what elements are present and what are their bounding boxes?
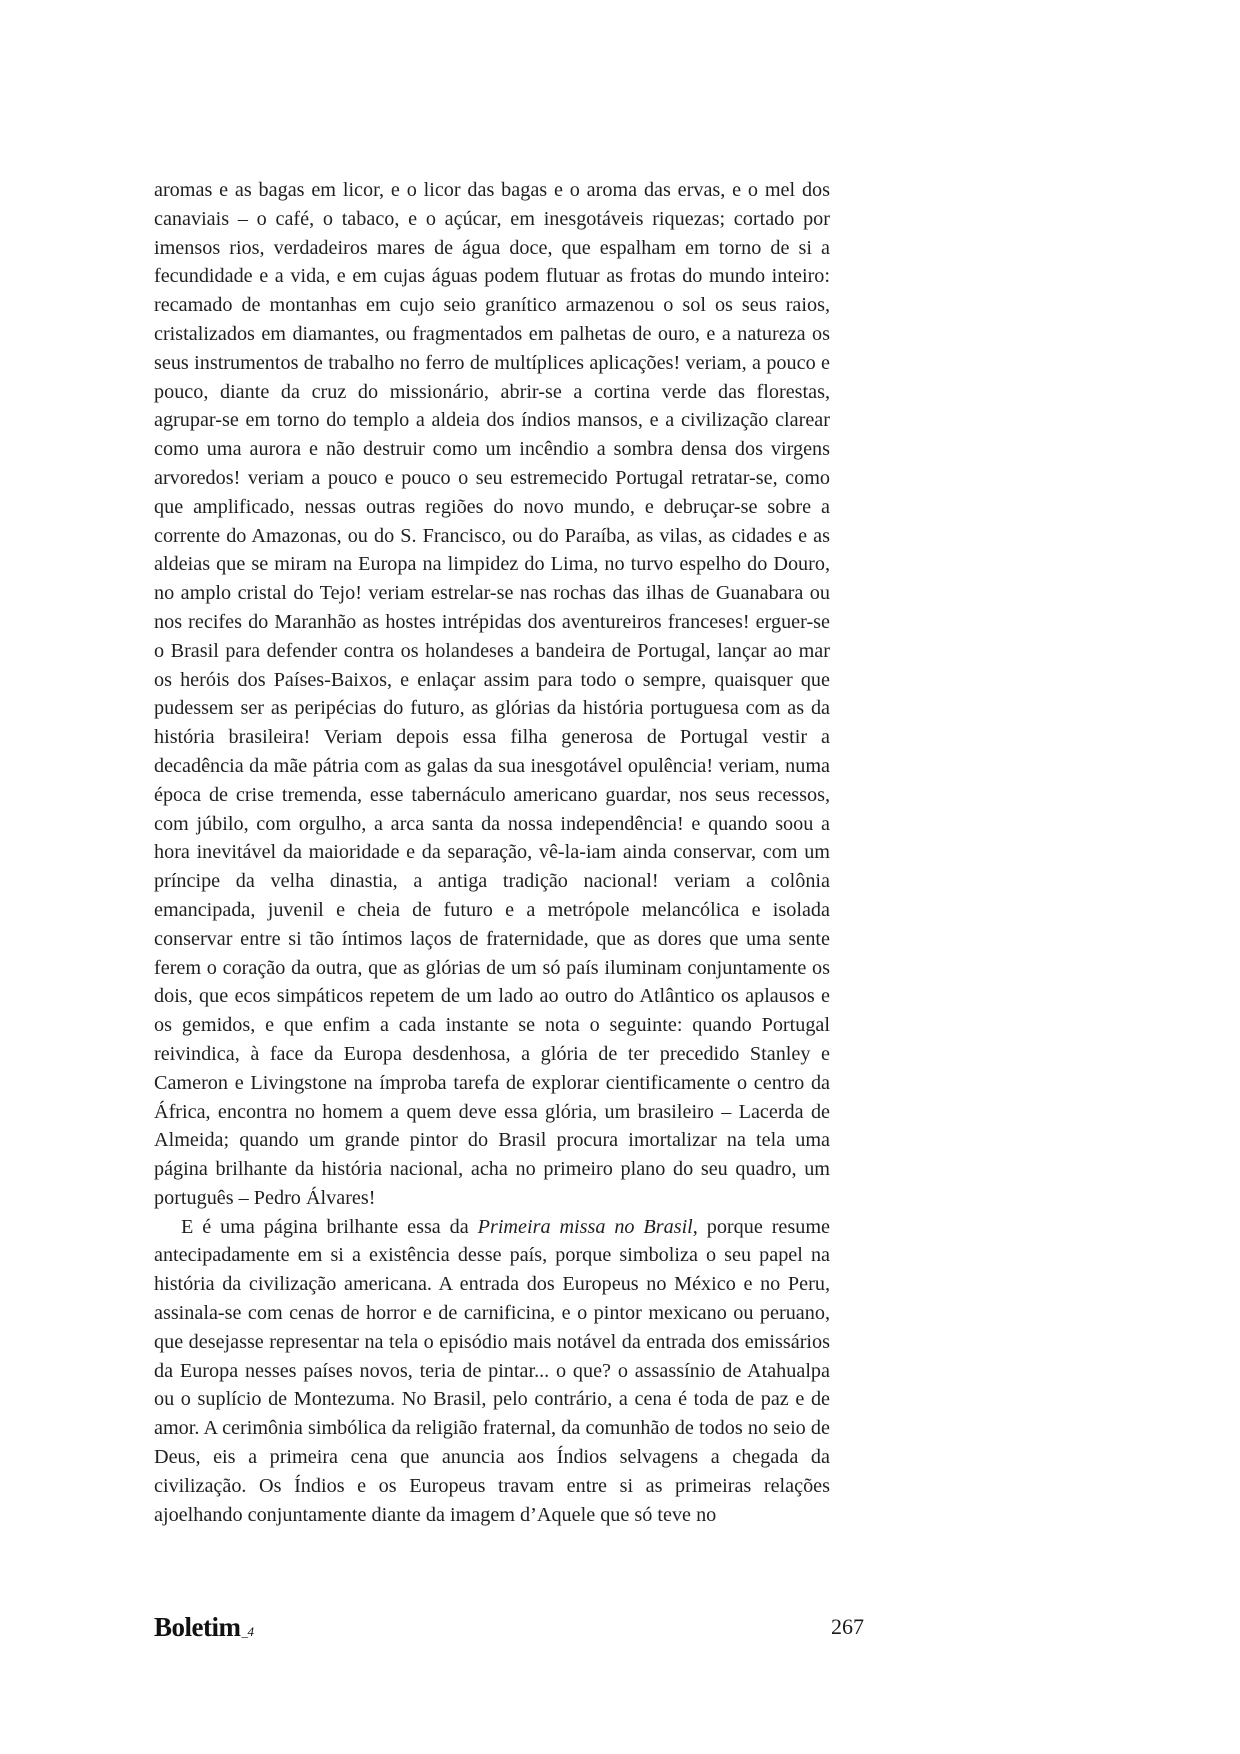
logo-text: Boletim bbox=[154, 1612, 241, 1642]
page-number: 267 bbox=[831, 1614, 864, 1639]
logo-issue-number: _4 bbox=[241, 1624, 254, 1639]
body-paragraph bbox=[154, 1213, 830, 1530]
journal-logo bbox=[154, 1611, 253, 1648]
artwork-title: Primeira missa no Brasil bbox=[477, 1215, 693, 1238]
main-text bbox=[154, 176, 830, 1529]
page-footer bbox=[154, 1611, 864, 1651]
paragraph-text: , porque resume antecipadamente em si a existência desse país, porque simboliza o seu papel na história da civilização americana. A entrada dos Europeus no México e no Peru, assinala-se com cenas de horror e de carnificina, e o pintor mexicano ou peruano, que desejasse representar na tela o episódio mais notável da entrada dos emissários da Europa nesses países novos, teria de pintar... o que? o assassínio de Atahualpa ou o suplício de Montezuma. No Brasil, pelo contrário, a cena é toda de paz e de amor. A cerimônia simbólica da religião fraternal, da comunhão de todos no seio de Deus, eis a primeira cena que anuncia aos Índios selvagens a chegada da civilização. Os Índios e os Europeus travam entre si as primeiras relações ajoelhando conjuntamente diante da imagem d’Aquele que só teve no bbox=[154, 1215, 831, 1526]
paragraph-text: E é uma página brilhante essa da bbox=[181, 1215, 478, 1238]
body-paragraph: aromas e as bagas em licor, e o licor das bagas e o aroma das ervas, e o mel dos canaviais – o café, o tabaco, e o açúcar, em inesgotáveis riquezas; cortado por imensos rios, verdadeiros mares de água doce, que espalham em torno de si a fecundidade e a vida, e em cujas águas podem flutuar as frotas do mundo inteiro: recamado de montanhas em cujo seio granítico armazenou o sol os seus raios, cristalizados em diamantes, ou fragmentados em palhetas de ouro, e a natureza os seus instrumentos de trabalho no ferro de multíplices aplicações! veriam, a pouco e pouco, diante da cruz do missionário, abrir-se a cortina verde das florestas, agrupar-se em torno do templo a aldeia dos índios mansos, e a civilização clarear como uma aurora e não destruir como um incêndio a sombra densa dos virgens arvoredos! veriam a pouco e pouco o seu estremecido Portugal retratar-se, como que amplificado, nessas outras regiões do novo mundo, e debruçar-se sobre a corrente do Amazonas, ou do S. Francisco, ou do Paraíba, as vilas, as cidades e as aldeias que se miram na Europa na limpidez do Lima, no turvo espelho do Douro, no amplo cristal do Tejo! veriam estrelar-se nas rochas das ilhas de Guanabara ou nos recifes do Maranhão as hostes intrépidas dos aventureiros franceses! erguer-se o Brasil para defender contra os holandeses a bandeira de Portugal, lançar ao mar os heróis dos Países-Baixos, e enlaçar assim para todo o sempre, quaisquer que pudessem ser as peripécias do futuro, as glórias da história portuguesa com as da história brasileira! Veriam depois essa filha generosa de Portugal vestir a decadência da mãe pátria com as galas da sua inesgotável opulência! veriam, numa época de crise tremenda, esse tabernáculo americano guardar, nos seus recessos, com júbilo, com orgulho, a arca santa da nossa independência! e quando soou a hora inevitável da maioridade e da separação, vê-la-iam ainda conservar, com um príncipe da velha dinastia, a antiga tradição nacional! veriam a colônia emancipada, juvenil e cheia de futuro e a metrópole melancólica e isolada conservar entre si tão íntimos laços de fraternidade, que as dores que uma sente ferem o coração da outra, que as glórias de um só país iluminam conjuntamente os dois, que ecos simpáticos repetem de um lado ao outro do Atlântico os aplausos e os gemidos, e que enfim a cada instante se nota o seguinte: quando Portugal reivindica, à face da Europa desdenhosa, a glória de ter precedido Stanley e Cameron e Livingstone na ímproba tarefa de explorar cientificamente o centro da África, encontra no homem a quem deve essa glória, um brasileiro – Lacerda de Almeida; quando um grande pintor do Brasil procura imortalizar na tela uma página brilhante da história nacional, acha no primeiro plano do seu quadro, um português – Pedro Álvares! bbox=[154, 179, 830, 1209]
